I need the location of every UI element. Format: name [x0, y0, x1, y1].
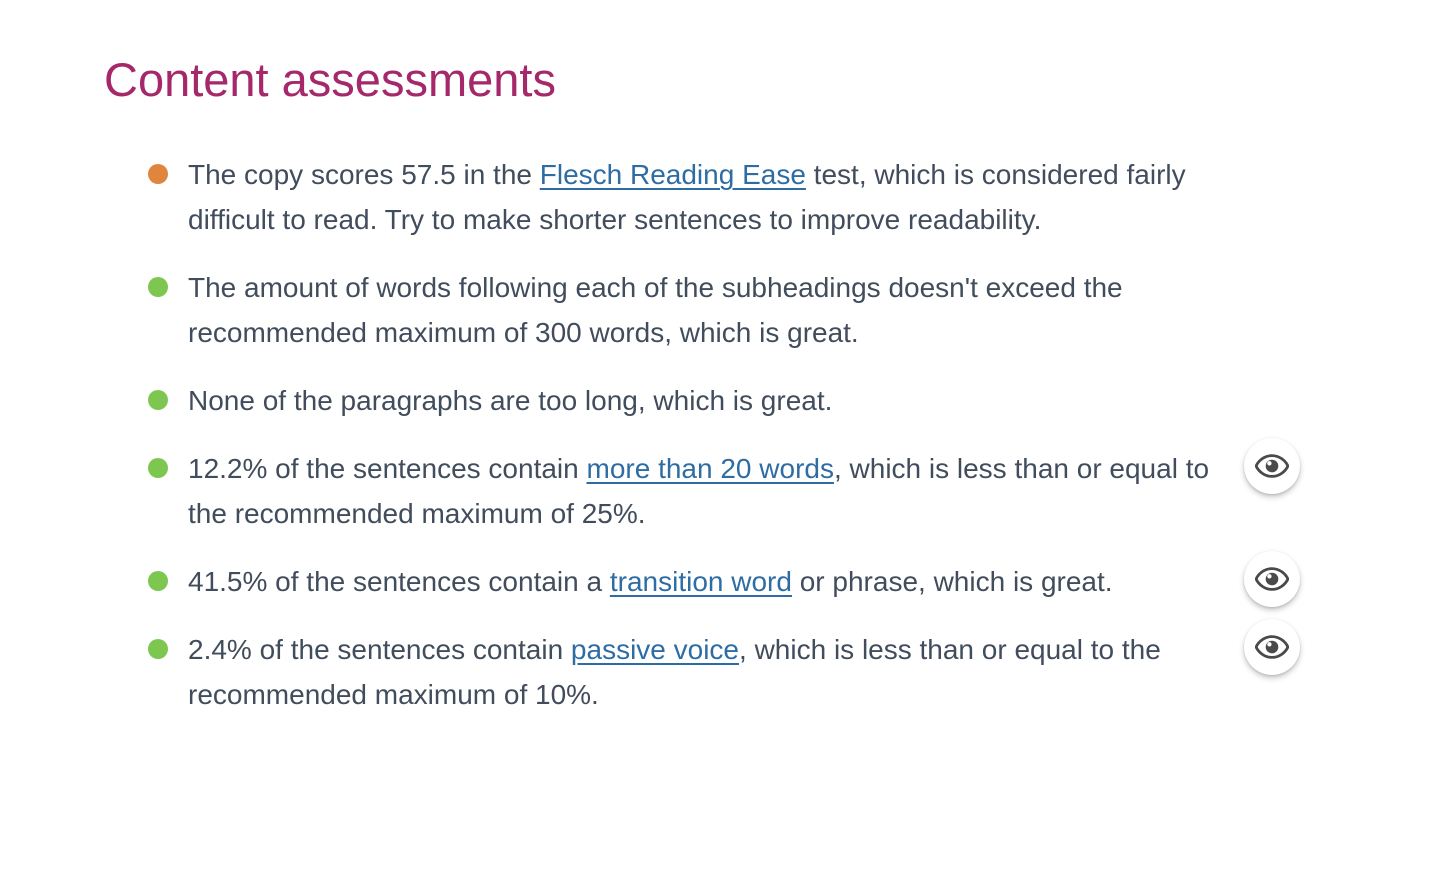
score-bullet-icon	[148, 639, 168, 659]
assessment-item	[104, 446, 1300, 536]
eye-icon	[1255, 454, 1289, 478]
assessment-text-segment: The amount of words following each of the subheadings doesn't exceed the recommended maximum of 300 words, which is great.	[188, 272, 1123, 348]
assessment-text	[188, 265, 1236, 355]
assessment-link[interactable]: transition word	[609, 566, 792, 597]
assessment-list	[104, 152, 1300, 717]
score-bullet-icon	[148, 164, 168, 184]
score-bullet-icon	[148, 390, 168, 410]
assessment-text-segment: None of the paragraphs are too long, which is great.	[188, 385, 833, 416]
mark-in-text-eye-button[interactable]	[1244, 438, 1300, 494]
assessment-link[interactable]: more than 20 words	[586, 453, 834, 484]
assessment-text-segment: 41.5% of the sentences contain a	[188, 566, 610, 597]
score-bullet-icon	[148, 458, 168, 478]
assessment-item	[104, 378, 1300, 423]
assessment-text	[188, 152, 1236, 242]
eye-icon	[1255, 635, 1289, 659]
mark-in-text-eye-button[interactable]	[1244, 551, 1300, 607]
assessment-item	[104, 152, 1300, 242]
assessment-text	[188, 627, 1236, 717]
assessment-text	[188, 559, 1113, 604]
assessment-link[interactable]: passive voice	[570, 634, 740, 665]
assessment-text-segment: 2.4% of the sentences contain	[188, 634, 571, 665]
score-bullet-icon	[148, 277, 168, 297]
mark-in-text-eye-button[interactable]	[1244, 619, 1300, 675]
assessment-text-segment: or phrase, which is great.	[791, 566, 1113, 597]
assessment-text-segment: test, which is considered fairly difficult to read. Try to make shorter sentences to improve readability.	[188, 159, 1186, 235]
assessment-item	[104, 627, 1300, 717]
assessment-text-segment: , which is less than or equal to the recommended maximum of 25%.	[188, 453, 1210, 529]
assessment-item	[104, 265, 1300, 355]
page-title: Content assessments	[104, 53, 556, 106]
assessment-text	[188, 446, 1236, 536]
assessment-text	[188, 378, 832, 423]
assessment-text-segment: , which is less than or equal to the recommended maximum of 10%.	[188, 634, 1161, 710]
assessment-text-segment: 12.2% of the sentences contain	[188, 453, 587, 484]
score-bullet-icon	[148, 571, 168, 591]
assessment-text-segment: The copy scores 57.5 in the	[188, 159, 540, 190]
eye-icon	[1255, 567, 1289, 591]
assessment-item	[104, 559, 1300, 604]
assessment-link[interactable]: Flesch Reading Ease	[539, 159, 806, 190]
